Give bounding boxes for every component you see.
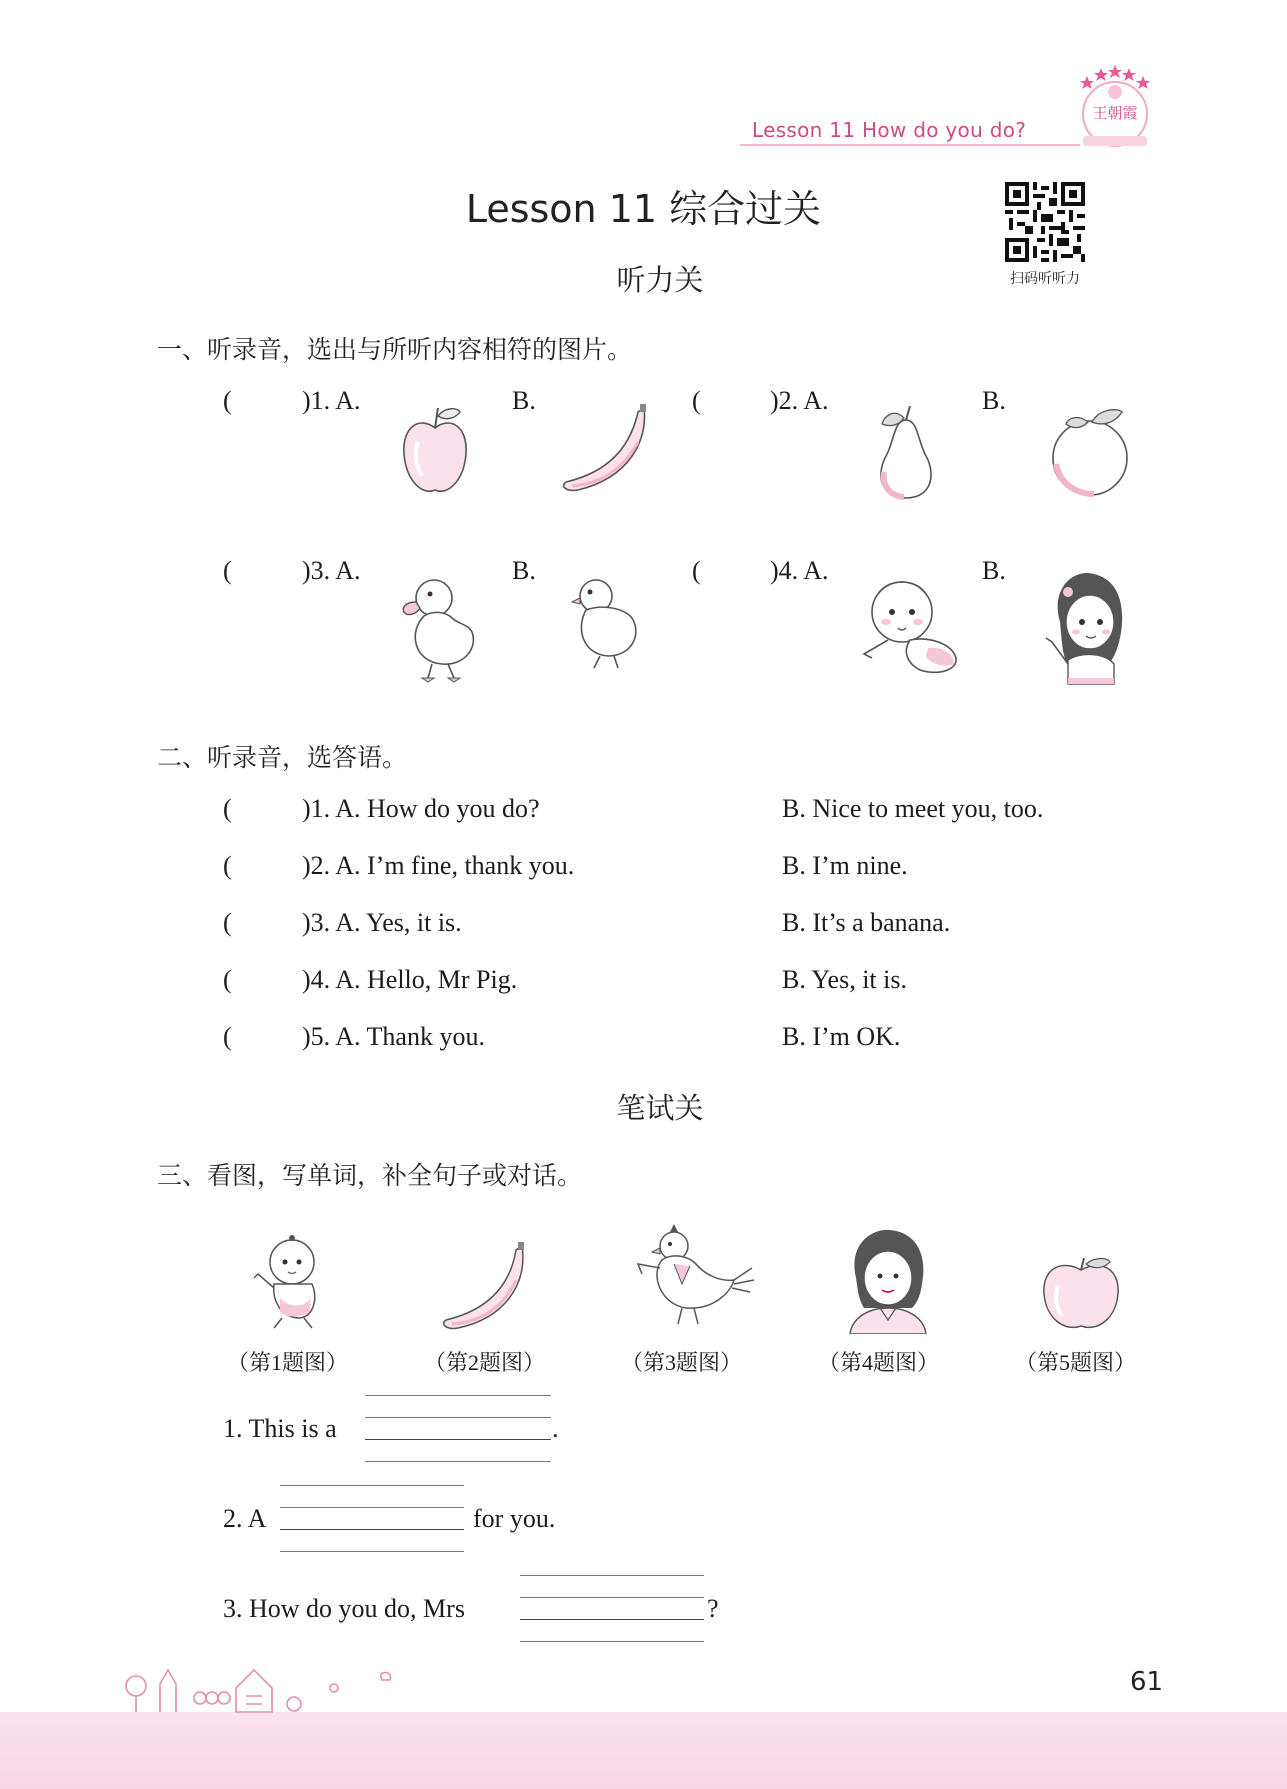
option-b: B. I’m nine. [782, 851, 908, 880]
orange-picture [1048, 402, 1132, 504]
option-a: )5. A. Thank you. [302, 1022, 485, 1051]
answer-paren[interactable]: ( [223, 386, 232, 415]
answer-writing-lines[interactable] [520, 1573, 704, 1643]
running-title: Lesson 11 How do you do? [752, 118, 1027, 142]
option-a: )4. A. Hello, Mr Pig. [302, 965, 518, 994]
picture-caption: （第1题图） [227, 1350, 349, 1375]
answer-paren[interactable]: ( [692, 556, 701, 585]
answer-paren[interactable]: ( [223, 851, 232, 880]
option-b-label: B. [512, 556, 536, 585]
item-number: )3. A. [302, 556, 361, 585]
pear-picture [868, 402, 944, 506]
picture-caption: （第3题图） [621, 1350, 743, 1375]
answer-paren[interactable]: ( [223, 794, 232, 823]
banana-picture [440, 1240, 540, 1340]
logo-text: 王朝霞 [1092, 104, 1138, 122]
answer-writing-lines[interactable] [365, 1393, 551, 1463]
option-a: )1. A. How do you do? [302, 794, 540, 823]
mrs-woman-picture [838, 1228, 938, 1338]
footer-band [0, 1712, 1287, 1789]
sentence-text: ? [707, 1594, 719, 1623]
sentence-text: . [552, 1414, 559, 1443]
part2-heading: 二、听录音，选答语。 [157, 743, 408, 772]
duck-picture [398, 572, 484, 688]
apple-picture [398, 402, 472, 504]
baby-picture [858, 572, 968, 688]
baby-picture [252, 1232, 328, 1336]
footer-decoration [120, 1648, 420, 1722]
option-b: B. I’m OK. [782, 1022, 901, 1051]
listening-section-title: 听力关 [616, 263, 704, 297]
answer-paren[interactable]: ( [223, 908, 232, 937]
answer-writing-lines[interactable] [280, 1483, 464, 1553]
option-b-label: B. [982, 386, 1006, 415]
picture-caption: （第4题图） [818, 1350, 940, 1375]
part3-heading: 三、看图，写单词，补全句子或对话。 [157, 1161, 583, 1190]
header-rule [740, 144, 1080, 146]
sentence-text: 2. A [223, 1504, 267, 1533]
option-b: B. It’s a banana. [782, 908, 951, 937]
qr-code[interactable] [1005, 182, 1085, 262]
item-number: )4. A. [770, 556, 829, 585]
sentence-text: 3. How do you do, Mrs [223, 1594, 465, 1623]
qr-label: 扫码听听力 [1010, 271, 1080, 287]
chick-picture [562, 572, 648, 676]
sentence-text: for you. [473, 1504, 556, 1533]
option-b-label: B. [512, 386, 536, 415]
sentence-text: 1. This is a [223, 1414, 337, 1443]
picture-caption: （第2题图） [424, 1350, 546, 1375]
header-logo [1075, 62, 1155, 152]
writing-section-title: 笔试关 [616, 1091, 704, 1125]
picture-caption: （第5题图） [1015, 1350, 1137, 1375]
answer-paren[interactable]: ( [223, 965, 232, 994]
mr-bird-picture [630, 1224, 756, 1338]
answer-paren[interactable]: ( [223, 556, 232, 585]
girl-picture [1040, 568, 1136, 690]
option-b: B. Nice to meet you, too. [782, 794, 1044, 823]
banana-picture [558, 402, 662, 502]
option-b-label: B. [982, 556, 1006, 585]
option-b: B. Yes, it is. [782, 965, 907, 994]
answer-paren[interactable]: ( [223, 1022, 232, 1051]
option-a: )2. A. I’m fine, thank you. [302, 851, 575, 880]
answer-paren[interactable]: ( [692, 386, 701, 415]
part1-heading: 一、听录音，选出与所听内容相符的图片。 [157, 335, 633, 364]
page-title: Lesson 11 综合过关 [465, 187, 822, 231]
item-number: )1. A. [302, 386, 361, 415]
option-a: )3. A. Yes, it is. [302, 908, 462, 937]
item-number: )2. A. [770, 386, 829, 415]
apple-picture [1038, 1256, 1124, 1336]
page-number: 61 [1130, 1667, 1164, 1697]
